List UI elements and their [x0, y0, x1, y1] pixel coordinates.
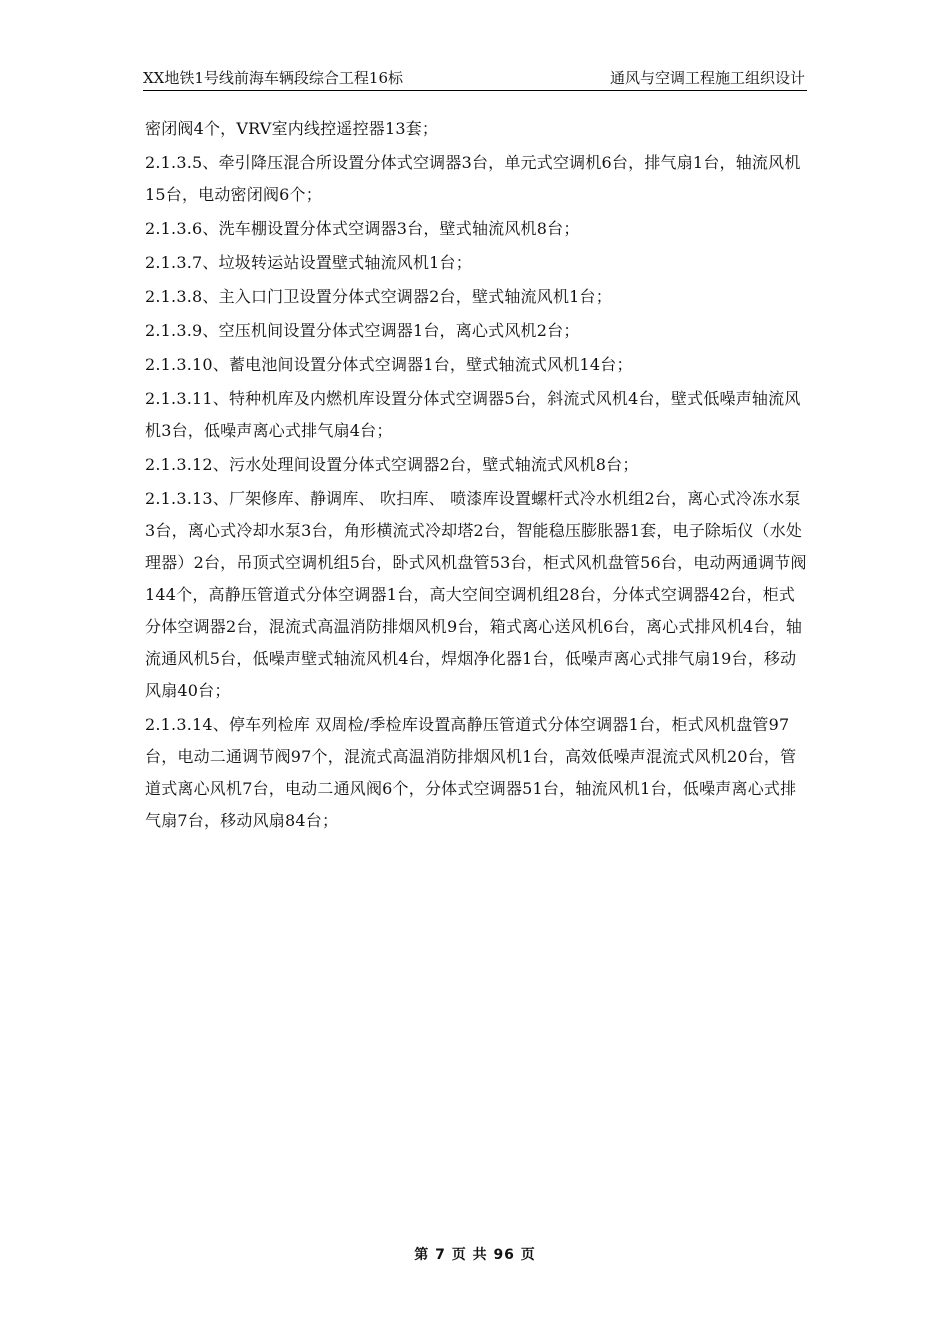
document-body	[145, 113, 809, 839]
paragraph-2-1-3-13: 2.1.3.13、厂架修库、静调库、 吹扫库、 喷漆库设置螺杆式冷水机组2台，离心式冷冻水泵3台，离心式冷却水泵3台，角形横流式冷却塔2台，智能稳压膨胀器1套，电子除垢仪（水处理器）2台，吊顶式空调机组5台，卧式风机盘管53台，柜式风机盘管56台，电动两通调节阀144个，高静压管道式分体空调器1台，高大空间空调机组28台，分体式空调器42台，柜式分体空调器2台，混流式高温消防排烟风机9台，箱式离心送风机6台，离心式排风机4台，轴流通风机5台，低噪声壁式轴流风机4台，焊烟净化器1台，低噪声离心式排气扇19台，移动风扇40台；	[145, 489, 807, 700]
paragraph-2-1-3-11: 2.1.3.11、特种机库及内燃机库设置分体式空调器5台，斜流式风机4台，壁式低噪声轴流风机3台，低噪声离心式排气扇4台；	[145, 389, 801, 440]
paragraph-2-1-3-12: 2.1.3.12、污水处理间设置分体式空调器2台，壁式轴流式风机8台；	[145, 455, 639, 474]
paragraph-2-1-3-7: 2.1.3.7、垃圾转运站设置壁式轴流风机1台；	[145, 253, 472, 272]
page-header	[143, 68, 807, 91]
paragraph-2-1-3-9: 2.1.3.9、空压机间设置分体式空调器1台，离心式风机2台；	[145, 321, 580, 340]
paragraph-continuation: 密闭阀4个，VRV室内线控遥控器13套；	[145, 119, 439, 138]
paragraph-2-1-3-10: 2.1.3.10、蓄电池间设置分体式空调器1台，壁式轴流式风机14台；	[145, 355, 633, 374]
paragraph-2-1-3-6: 2.1.3.6、洗车棚设置分体式空调器3台，壁式轴流风机8台；	[145, 219, 580, 238]
paragraph-2-1-3-8: 2.1.3.8、主入口门卫设置分体式空调器2台，壁式轴流风机1台；	[145, 287, 612, 306]
header-document-title: 通风与空调工程施工组织设计	[609, 69, 805, 87]
paragraph-2-1-3-14: 2.1.3.14、停车列检库 双周检/季检库设置高静压管道式分体空调器1台，柜式风机盘管97台，电动二通调节阀97个，混流式高温消防排烟风机1台，高效低噪声混流式风机20台，管道式离心风机7台，电动二通风阀6个，分体式空调器51台，轴流风机1台，低噪声离心式排气扇7台，移动风扇84台；	[145, 715, 797, 830]
header-project-title: XX地铁1号线前海车辆段综合工程16标	[143, 69, 403, 87]
page-footer: 第 7 页 共 96 页	[414, 1247, 536, 1263]
paragraph-2-1-3-5: 2.1.3.5、牵引降压混合所设置分体式空调器3台，单元式空调机6台，排气扇1台，轴流风机15台，电动密闭阀6个；	[145, 153, 801, 204]
